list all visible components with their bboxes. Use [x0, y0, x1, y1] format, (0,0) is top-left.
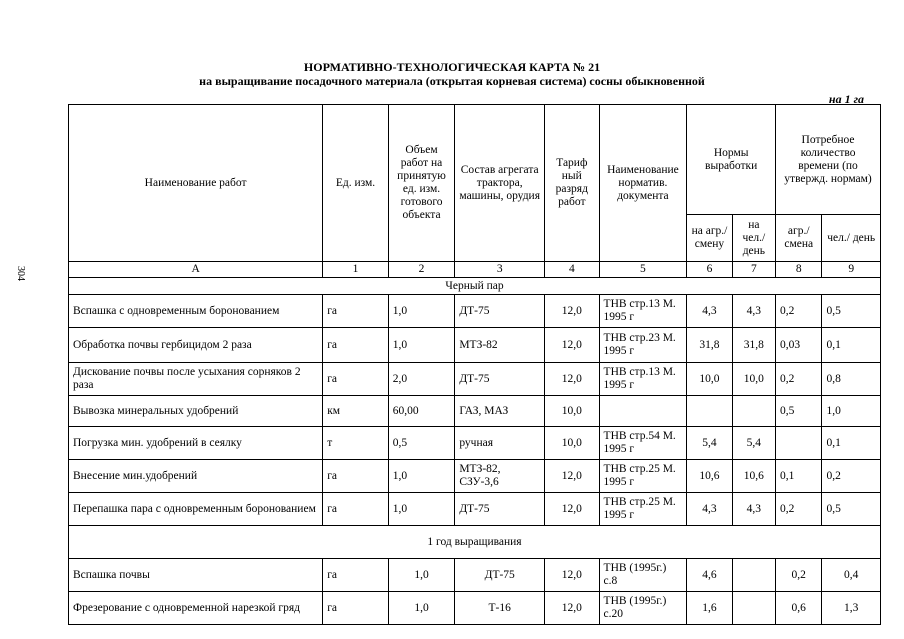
col-num: 7 — [732, 262, 775, 278]
time-agr: 0,1 — [776, 460, 822, 493]
norm-document: ТНВ стр.54 М. 1995 г — [599, 427, 687, 460]
norm-agr: 4,6 — [687, 559, 732, 592]
title-line-2: на выращивание посадочного материала (открытая корневая система) сосны обыкновенной — [199, 74, 705, 88]
norm-man: 31,8 — [732, 328, 775, 363]
norm-man: 10,0 — [732, 363, 775, 396]
column-numbers-row — [69, 262, 881, 278]
header-row — [69, 105, 881, 215]
time-agr: 0,03 — [776, 328, 822, 363]
time-man: 0,5 — [822, 493, 881, 526]
section-title: 1 год выращивания — [69, 526, 881, 559]
composition: ручная — [455, 427, 545, 460]
norm-man — [732, 396, 775, 427]
volume: 2,0 — [388, 363, 455, 396]
unit: га — [323, 295, 389, 328]
time-agr: 0,2 — [776, 493, 822, 526]
norm-agr: 10,6 — [687, 460, 732, 493]
table-row — [69, 295, 881, 328]
unit: км — [323, 396, 389, 427]
per-hectare-label: на 1 га — [828, 92, 864, 106]
norm-document: ТНВ стр.13 М. 1995 г — [599, 363, 687, 396]
volume: 1,0 — [388, 559, 455, 592]
work-name: Вспашка почвы — [69, 559, 323, 592]
work-name: Вспашка с одновременным боронованием — [69, 295, 323, 328]
norm-agr: 5,4 — [687, 427, 732, 460]
section-row — [69, 278, 881, 295]
composition: МТЗ-82 — [455, 328, 545, 363]
norm-document: ТНВ (1995г.) с.20 — [599, 592, 687, 625]
col-num: 8 — [776, 262, 822, 278]
work-name: Обработка почвы гербицидом 2 раза — [69, 328, 323, 363]
header-tariff: Тариф ный разряд работ — [545, 105, 599, 262]
norm-agr: 1,6 — [687, 592, 732, 625]
volume: 1,0 — [388, 592, 455, 625]
table-row — [69, 363, 881, 396]
time-man: 0,2 — [822, 460, 881, 493]
time-agr: 0,2 — [776, 363, 822, 396]
header-unit: Ед. изм. — [323, 105, 389, 262]
header-norms-man: на чел./ день — [732, 215, 775, 262]
unit: га — [323, 460, 389, 493]
tariff: 10,0 — [545, 427, 599, 460]
unit: га — [323, 363, 389, 396]
table-row — [69, 493, 881, 526]
table-row — [69, 427, 881, 460]
volume: 60,00 — [388, 396, 455, 427]
time-agr: 0,2 — [776, 295, 822, 328]
table-row — [69, 460, 881, 493]
col-num: А — [69, 262, 323, 278]
time-man: 0,4 — [822, 559, 881, 592]
composition: Т-16 — [455, 592, 545, 625]
time-agr: 0,5 — [776, 396, 822, 427]
table-row — [69, 592, 881, 625]
title-line-1: НОРМАТИВНО-ТЕХНОЛОГИЧЕСКАЯ КАРТА № 21 — [303, 60, 601, 74]
unit: га — [323, 559, 389, 592]
col-num: 3 — [455, 262, 545, 278]
header-composition: Состав агрегата трактора, машины, орудия — [455, 105, 545, 262]
time-agr — [776, 427, 822, 460]
composition: ДТ-75 — [455, 295, 545, 328]
norm-document: ТНВ стр.25 М. 1995 г — [599, 460, 687, 493]
header-norms: Нормы выработки — [687, 105, 776, 215]
work-name: Фрезерование с одновременной нарезкой гряд — [69, 592, 323, 625]
table-row — [69, 328, 881, 363]
col-num: 2 — [388, 262, 455, 278]
work-name: Погрузка мин. удобрений в сеялку — [69, 427, 323, 460]
table-row — [69, 559, 881, 592]
time-man: 1,0 — [822, 396, 881, 427]
volume: 1,0 — [388, 493, 455, 526]
time-man: 0,1 — [822, 427, 881, 460]
volume: 1,0 — [388, 460, 455, 493]
volume: 1,0 — [388, 295, 455, 328]
time-agr: 0,6 — [776, 592, 822, 625]
volume: 1,0 — [388, 328, 455, 363]
norm-document: ТНВ (1995г.) с.8 — [599, 559, 687, 592]
tariff: 12,0 — [545, 493, 599, 526]
norm-agr: 4,3 — [687, 493, 732, 526]
composition: ДТ-75 — [455, 363, 545, 396]
norm-man: 10,6 — [732, 460, 775, 493]
table-row — [69, 396, 881, 427]
col-num: 5 — [599, 262, 687, 278]
work-name: Перепашка пара с одновременным боронованием — [69, 493, 323, 526]
work-name: Вывозка минеральных удобрений — [69, 396, 323, 427]
header-time-man: чел./ день — [822, 215, 881, 262]
header-time-agr: агр./ смена — [776, 215, 822, 262]
norm-man: 5,4 — [732, 427, 775, 460]
tariff: 12,0 — [545, 295, 599, 328]
page-number: 304 — [15, 266, 26, 281]
time-man: 0,1 — [822, 328, 881, 363]
time-man: 1,3 — [822, 592, 881, 625]
norm-agr: 10,0 — [687, 363, 732, 396]
composition: ГАЗ, МАЗ — [455, 396, 545, 427]
norm-man — [732, 592, 775, 625]
norm-man: 4,3 — [732, 493, 775, 526]
work-name: Дискование почвы после усыхания сорняков 2 раза — [69, 363, 323, 396]
unit: т — [323, 427, 389, 460]
tariff: 12,0 — [545, 328, 599, 363]
composition: МТЗ-82, СЗУ-3,6 — [455, 460, 545, 493]
col-num: 1 — [323, 262, 389, 278]
norm-document: ТНВ стр.25 М. 1995 г — [599, 493, 687, 526]
norm-man — [732, 559, 775, 592]
header-normdoc: Наименование норматив. документа — [599, 105, 687, 262]
technology-card-table — [68, 104, 881, 625]
composition: ДТ-75 — [455, 493, 545, 526]
norm-document: ТНВ стр.13 М. 1995 г — [599, 295, 687, 328]
volume: 0,5 — [388, 427, 455, 460]
norm-agr: 4,3 — [687, 295, 732, 328]
header-norms-agr: на агр./ смену — [687, 215, 732, 262]
header-volume: Объем работ на принятую ед. изм. готового объекта — [388, 105, 455, 262]
unit: га — [323, 328, 389, 363]
tariff: 10,0 — [545, 396, 599, 427]
col-num: 9 — [822, 262, 881, 278]
header-time: Потребное количество времени (по утвержд. нормам) — [776, 105, 881, 215]
section-title: Черный пар — [69, 278, 881, 295]
tariff: 12,0 — [545, 460, 599, 493]
norm-man: 4,3 — [732, 295, 775, 328]
header-work: Наименование работ — [69, 105, 323, 262]
document-title — [0, 60, 904, 88]
tariff: 12,0 — [545, 559, 599, 592]
norm-document: ТНВ стр.23 М. 1995 г — [599, 328, 687, 363]
norm-agr — [687, 396, 732, 427]
unit: га — [323, 493, 389, 526]
time-man: 0,8 — [822, 363, 881, 396]
unit: га — [323, 592, 389, 625]
col-num: 4 — [545, 262, 599, 278]
work-name: Внесение мин.удобрений — [69, 460, 323, 493]
col-num: 6 — [687, 262, 732, 278]
norm-agr: 31,8 — [687, 328, 732, 363]
time-man: 0,5 — [822, 295, 881, 328]
norm-document — [599, 396, 687, 427]
tariff: 12,0 — [545, 363, 599, 396]
composition: ДТ-75 — [455, 559, 545, 592]
time-agr: 0,2 — [776, 559, 822, 592]
section-row — [69, 526, 881, 559]
tariff: 12,0 — [545, 592, 599, 625]
